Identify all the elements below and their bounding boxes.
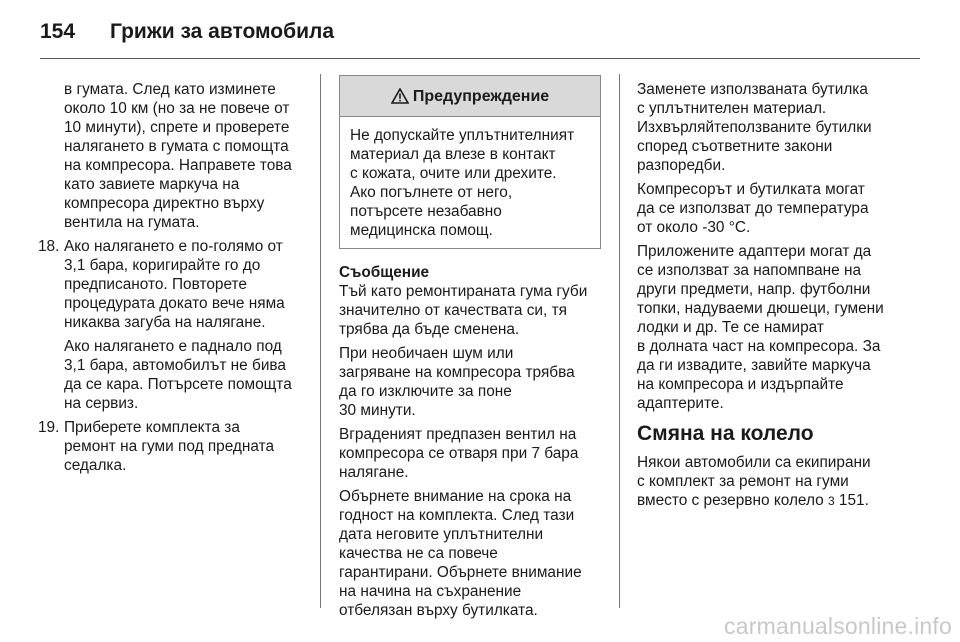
warning-header <box>340 76 600 117</box>
column-divider-2 <box>619 74 620 608</box>
page-reference-link[interactable]: 151. <box>834 492 869 509</box>
page-title: Грижи за автомобила <box>110 20 335 43</box>
section-paragraph: Някои автомобили са екипирани с комплект за ремонт на гуми вместо с резервно колело 3 151. <box>637 454 871 509</box>
column-1 <box>40 80 302 480</box>
list-item-18 <box>40 237 302 413</box>
warning-title: Предупреждение <box>412 87 550 105</box>
list-item-19 <box>40 418 302 475</box>
list-number: 19. <box>38 419 60 436</box>
body-paragraph: Компресорът и бутилката могат да се използват до температура от около -30 °C. <box>637 181 869 236</box>
page-number: 154 <box>40 20 76 43</box>
page-reference-arrow-icon: 3 <box>827 494 835 508</box>
column-divider-1 <box>320 74 321 608</box>
list-number: 18. <box>38 238 60 255</box>
note-paragraph: Вграденият предпазен вентил на компресора се отваря при 7 бара налягане. <box>339 426 579 481</box>
body-paragraph: Приложените адаптери могат да се използват за напомпване на други предмети, напр. футболни топки, надуваеми дюшеци, гумени лодки и др. Те се намират в долната част на компресора. За да ги извадите, завийте маркуча на компресора и издърпайте адаптерите. <box>637 243 884 412</box>
column-3 <box>637 80 899 516</box>
body-paragraph: Заменете използваната бутилка с уплътнителен материал. Изхвърляйтеползваните бутилки според съответните закони разпоредби. <box>637 81 872 174</box>
note-paragraph: Обърнете внимание на срока на годност на комплекта. След тази дата неговите уплътнителни качества не са повече гарантирани. Обърнете внимание на начина на съхранение отбелязан върху бутилката. <box>339 488 582 619</box>
column-2 <box>339 75 601 625</box>
warning-body: Не допускайте уплътнителният материал да влезе в контакт с кожата, очите или дрехите. Ако погълнете от него, потърсете незабавно медицинска помощ. <box>350 127 575 239</box>
list-item-text: Ако налягането е по-голямо от 3,1 бара, коригирайте го до предписаното. Повторете процедурата докато вече няма никаква загуба на налягане. <box>64 238 285 331</box>
note-paragraph: Тъй като ремонтираната гума губи значително от качествата си, тя трябва да бъде сменена. <box>339 283 588 338</box>
section-heading: Смяна на колело <box>637 422 814 445</box>
header-rule <box>40 58 920 59</box>
watermark: carmanualsonline.info <box>724 613 952 639</box>
warning-box <box>339 75 601 249</box>
warning-triangle-icon <box>391 88 409 104</box>
intro-paragraph: в гумата. След като изминете около 10 км (но за не повече от 10 минути), спрете и проверете налягането в гумата с помощта на компресора. Направете това като завиете маркуча на компресора директно върху вентила на гумата. <box>64 81 292 231</box>
note-paragraph: При необичаен шум или загряване на компресора трябва да го изключите за поне 30 минути. <box>339 345 575 419</box>
note-title: Съобщение <box>339 264 430 281</box>
list-item-subtext: Ако налягането е паднало под 3,1 бара, автомобилът не бива да се кара. Потърсете помощта на сервиз. <box>64 338 292 412</box>
list-item-text: Приберете комплекта за ремонт на гуми под предната седалка. <box>64 419 275 474</box>
